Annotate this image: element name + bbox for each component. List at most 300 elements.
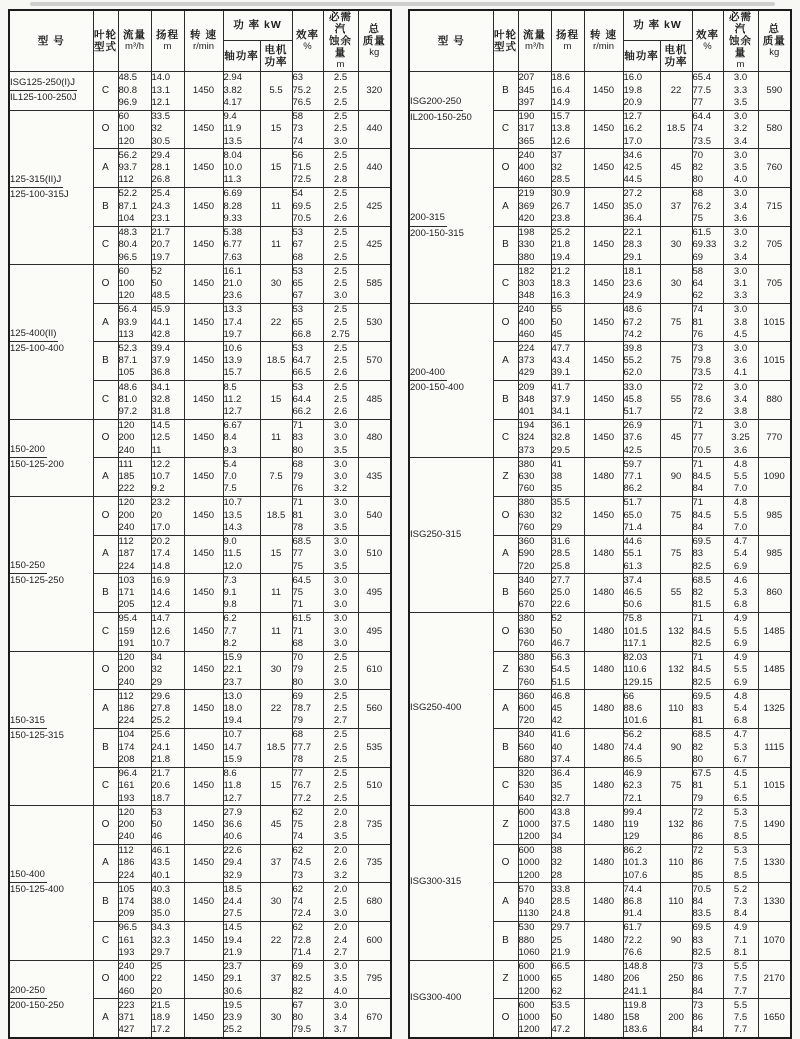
flow-cell-value: 96.9 — [118, 96, 137, 108]
model-cell — [409, 612, 493, 805]
spec-table-left — [8, 9, 392, 1039]
head-cell — [151, 381, 184, 420]
shaft-power-cell-value: 4.17 — [223, 96, 242, 108]
efficiency-cell-value: 86 — [692, 818, 704, 830]
npsh-cell — [323, 187, 358, 226]
impeller-type-cell: O — [93, 110, 118, 149]
flow-cell — [518, 960, 551, 999]
flow-cell-value: 360 — [518, 536, 535, 548]
flow-cell — [518, 72, 551, 111]
efficiency-cell-value: 80 — [692, 174, 704, 186]
efficiency-cell-value: 79.5 — [292, 1024, 311, 1036]
pump-row — [409, 149, 791, 188]
head-cell-value: 28.1 — [151, 161, 170, 173]
shaft-power-cell-value: 15.9 — [223, 651, 242, 663]
shaft-power-cell-value: 23.7 — [223, 961, 242, 973]
head-cell — [151, 72, 184, 111]
motor-power-cell: 11 — [260, 187, 292, 226]
model-name-primary: 200-315 — [410, 212, 447, 226]
shaft-power-cell-value: 55.1 — [623, 548, 642, 560]
header-label: 质量 — [362, 35, 386, 47]
speed-cell: 1480 — [584, 844, 623, 883]
mass-cell: 795 — [358, 960, 391, 999]
efficiency-cell-value: 79.8 — [692, 355, 711, 367]
head-cell-value: 27.7 — [551, 574, 570, 586]
impeller-type-cell: O — [493, 303, 518, 342]
shaft-power-cell-value: 21.0 — [223, 277, 242, 289]
flow-cell-value: 200 — [118, 432, 135, 444]
npsh-cell-value: 8.5 — [733, 831, 748, 843]
npsh-cell-value: 7.7 — [733, 985, 748, 997]
head-cell-value: 16.9 — [151, 574, 170, 586]
npsh-cell-value: 2.0 — [333, 845, 348, 857]
efficiency-cell-value: 83 — [692, 548, 704, 560]
npsh-cell-value: 2.5 — [333, 702, 348, 714]
head-cell-value: 20.6 — [151, 780, 170, 792]
npsh-cell-value: 3.0 — [333, 676, 348, 688]
npsh-cell — [323, 497, 358, 536]
model-name-primary: 125-400(II) — [10, 328, 58, 342]
head-cell-value: 52 — [551, 613, 563, 625]
header-label: m³/h — [525, 41, 544, 52]
flow-cell-value: 194 — [518, 420, 535, 432]
model-cell — [9, 960, 93, 1038]
flow-cell-value: 95.4 — [118, 613, 137, 625]
mass-cell: 770 — [758, 419, 791, 458]
shaft-power-cell — [223, 883, 260, 922]
mass-cell: 670 — [358, 999, 391, 1038]
motor-power-cell: 90 — [660, 458, 692, 497]
flow-cell-value: 224 — [118, 715, 135, 727]
header-label: % — [703, 41, 712, 52]
efficiency-cell — [692, 419, 723, 458]
speed-cell: 1450 — [184, 574, 223, 613]
flow-cell-value: 1000 — [518, 973, 540, 985]
npsh-cell-value: 3.25 — [731, 432, 750, 444]
head-cell — [551, 806, 584, 845]
head-cell-value: 45.9 — [151, 304, 170, 316]
mass-cell: 560 — [358, 690, 391, 729]
motor-power-cell: 22 — [260, 303, 292, 342]
npsh-cell-value: 4.8 — [733, 497, 748, 509]
shaft-power-cell-value: 12.0 — [223, 560, 242, 572]
shaft-power-cell-value: 74.4 — [623, 883, 642, 895]
efficiency-cell-value: 73.5 — [692, 135, 711, 147]
header-label: % — [303, 41, 312, 52]
npsh-cell-value: 6.9 — [733, 637, 748, 649]
efficiency-cell-value: 71 — [292, 599, 304, 611]
header-label: 蚀余量 — [729, 35, 752, 59]
speed-cell: 1480 — [584, 728, 623, 767]
efficiency-cell-value: 68.5 — [692, 574, 711, 586]
flow-cell-value: 48.3 — [118, 226, 137, 238]
shaft-power-cell-value: 26.9 — [623, 420, 642, 432]
npsh-cell-value: 7.0 — [733, 483, 748, 495]
efficiency-cell-value: 66.8 — [292, 328, 311, 340]
flow-cell — [518, 883, 551, 922]
flow-cell-value: 120 — [118, 135, 135, 147]
impeller-type-cell: O — [93, 960, 118, 999]
npsh-cell-value: 8.1 — [733, 947, 748, 959]
speed-cell: 1480 — [584, 806, 623, 845]
efficiency-cell-value: 72 — [692, 406, 704, 418]
efficiency-cell — [292, 342, 323, 381]
efficiency-cell-value: 56 — [292, 149, 304, 161]
motor-power-cell: 30 — [660, 226, 692, 265]
flow-cell-value: 360 — [518, 690, 535, 702]
flow-cell-value: 427 — [118, 1024, 135, 1036]
efficiency-cell-value: 65 — [292, 316, 304, 328]
impeller-type-cell: A — [493, 342, 518, 381]
efficiency-cell — [692, 651, 723, 690]
speed-cell: 1480 — [584, 999, 623, 1038]
speed-cell: 1450 — [184, 612, 223, 651]
head-cell — [151, 690, 184, 729]
col-shaft-power — [223, 40, 260, 71]
model-name-primary: 150-250 — [10, 560, 47, 574]
head-cell-value: 39.4 — [151, 342, 170, 354]
efficiency-cell-value: 70 — [292, 651, 304, 663]
mass-cell: 435 — [358, 458, 391, 497]
npsh-cell — [323, 612, 358, 651]
flow-cell — [518, 690, 551, 729]
efficiency-cell — [292, 265, 323, 304]
flow-cell-value: 397 — [518, 96, 535, 108]
flow-cell — [518, 535, 551, 574]
npsh-cell — [723, 767, 758, 806]
motor-power-cell: 30 — [260, 265, 292, 304]
npsh-cell — [723, 381, 758, 420]
flow-cell-value: 174 — [118, 741, 135, 753]
shaft-power-cell-value: 15.9 — [223, 753, 242, 765]
efficiency-cell-value: 65.4 — [692, 72, 711, 84]
col-npsh — [323, 10, 358, 72]
impeller-type-cell: A — [93, 535, 118, 574]
flow-cell-value: 630 — [518, 471, 535, 483]
head-cell-value: 39.1 — [551, 367, 570, 379]
npsh-cell-value: 3.0 — [333, 908, 348, 920]
shaft-power-cell-value: 17.4 — [223, 316, 242, 328]
shaft-power-cell — [623, 728, 660, 767]
shaft-power-cell-value: 61.7 — [623, 922, 642, 934]
head-cell-value: 25.2 — [551, 226, 570, 238]
shaft-power-cell-value: 20.9 — [623, 96, 642, 108]
efficiency-cell-value: 69 — [692, 251, 704, 263]
impeller-type-cell: O — [93, 419, 118, 458]
col-head — [151, 10, 184, 72]
model-name-primary: ISG125-250(I)J — [10, 77, 77, 91]
flow-cell-value: 940 — [518, 896, 535, 908]
npsh-cell-value: 4.7 — [733, 729, 748, 741]
head-cell — [551, 497, 584, 536]
npsh-cell — [323, 535, 358, 574]
shaft-power-cell-value: 50.6 — [623, 599, 642, 611]
head-cell-value: 35 — [551, 483, 563, 495]
head-cell-value: 32 — [551, 509, 563, 521]
speed-cell: 1450 — [584, 303, 623, 342]
npsh-cell-value: 3.0 — [333, 574, 348, 586]
mass-cell: 510 — [358, 535, 391, 574]
flow-cell-value: 400 — [518, 316, 535, 328]
flow-cell-value: 200 — [118, 509, 135, 521]
efficiency-cell-value: 74.5 — [292, 857, 311, 869]
flow-cell-value: 373 — [518, 355, 535, 367]
efficiency-cell-value: 58 — [292, 111, 304, 123]
header-label: 叶轮 — [494, 29, 517, 41]
flow-cell-value: 80.8 — [118, 84, 137, 96]
head-cell-value: 17.4 — [151, 548, 170, 560]
npsh-cell-value: 3.5 — [333, 973, 348, 985]
efficiency-cell-value: 74 — [292, 896, 304, 908]
head-cell — [551, 187, 584, 226]
efficiency-cell-value: 69.33 — [692, 239, 717, 251]
table-header — [409, 10, 791, 72]
flow-cell-value: 570 — [518, 883, 535, 895]
head-cell-value: 50 — [551, 1011, 563, 1023]
efficiency-cell — [692, 187, 723, 226]
efficiency-cell-value: 75 — [292, 587, 304, 598]
shaft-power-cell — [623, 960, 660, 999]
npsh-cell-value: 2.5 — [333, 651, 348, 663]
npsh-cell-value: 2.5 — [333, 84, 348, 96]
flow-cell-value: 105 — [118, 367, 135, 379]
npsh-cell-value: 3.2 — [733, 123, 748, 135]
efficiency-cell-value: 71 — [692, 458, 704, 470]
shaft-power-cell — [223, 110, 260, 149]
pump-row — [9, 419, 391, 458]
shaft-power-cell-value: 88.6 — [623, 702, 642, 714]
npsh-cell — [723, 728, 758, 767]
efficiency-cell — [692, 110, 723, 149]
shaft-power-cell-value: 35.0 — [623, 200, 642, 212]
efficiency-cell — [292, 690, 323, 729]
npsh-cell-value: 2.75 — [331, 328, 350, 340]
head-cell-value: 62 — [551, 985, 563, 997]
speed-cell: 1450 — [184, 535, 223, 574]
impeller-type-cell: C — [93, 612, 118, 651]
head-cell-value: 20.2 — [151, 536, 170, 548]
efficiency-cell-value: 83 — [692, 702, 704, 714]
efficiency-cell-value: 80 — [292, 676, 304, 688]
model-name-secondary: 150-125-250 — [10, 575, 64, 587]
head-cell-value: 24.8 — [551, 908, 570, 920]
mass-cell: 440 — [358, 149, 391, 188]
efficiency-cell-value: 77 — [292, 767, 304, 779]
head-cell-value: 25 — [551, 934, 563, 946]
npsh-cell-value: 3.8 — [733, 316, 748, 328]
head-cell — [551, 149, 584, 188]
motor-power-cell: 45 — [660, 149, 692, 188]
head-cell-value: 12.6 — [151, 625, 170, 637]
efficiency-cell-value: 72.5 — [292, 174, 311, 186]
flow-cell-value: 600 — [518, 999, 535, 1011]
shaft-power-cell-value: 13.9 — [223, 355, 242, 367]
efficiency-cell-value: 78.7 — [292, 702, 311, 714]
npsh-cell-value: 2.0 — [333, 806, 348, 818]
efficiency-cell-value: 74 — [292, 831, 304, 843]
head-cell-value: 15.7 — [551, 111, 570, 123]
efficiency-cell-value: 80 — [692, 753, 704, 765]
npsh-cell — [323, 419, 358, 458]
shaft-power-cell-value: 99.4 — [623, 806, 642, 818]
impeller-type-cell: C — [93, 767, 118, 806]
npsh-cell-value: 4.9 — [733, 613, 748, 625]
header-label: 轴功率 — [224, 49, 259, 62]
flow-cell — [118, 612, 151, 651]
npsh-cell — [323, 381, 358, 420]
motor-power-cell: 11 — [260, 419, 292, 458]
shaft-power-cell-value: 10.7 — [223, 729, 242, 741]
flow-cell-value: 240 — [118, 831, 135, 843]
shaft-power-cell-value: 10.7 — [223, 497, 242, 509]
header-label: m — [736, 59, 745, 70]
model-name-secondary: 125-100-400 — [10, 343, 64, 355]
efficiency-cell-value: 62 — [292, 806, 304, 818]
efficiency-cell-value: 71.4 — [292, 947, 311, 959]
flow-cell-value: 60 — [118, 111, 130, 123]
head-cell-value: 17.0 — [151, 522, 170, 534]
flow-cell-value: 224 — [518, 342, 535, 354]
speed-cell: 1450 — [584, 381, 623, 420]
head-cell-value: 35.5 — [551, 497, 570, 509]
header-label: 功 率 kW — [633, 19, 682, 32]
npsh-cell-value: 2.5 — [333, 304, 348, 316]
model-name-primary: 125-315(II)J — [10, 174, 63, 188]
npsh-cell-value: 3.0 — [733, 188, 748, 200]
pump-row — [409, 303, 791, 342]
efficiency-cell-value: 76 — [292, 483, 304, 495]
speed-cell: 1480 — [584, 690, 623, 729]
npsh-cell-value: 2.0 — [333, 883, 348, 895]
flow-cell-value: 120 — [118, 651, 135, 663]
header-label: 总 — [768, 23, 780, 35]
pump-row — [409, 458, 791, 497]
head-cell — [551, 72, 584, 111]
shaft-power-cell-value: 9.0 — [223, 536, 237, 548]
npsh-cell — [723, 458, 758, 497]
head-cell-value: 28 — [551, 869, 563, 881]
head-cell-value: 53 — [151, 806, 163, 818]
head-cell — [551, 612, 584, 651]
flow-cell-value: 171 — [118, 587, 135, 598]
efficiency-cell — [692, 922, 723, 961]
npsh-cell — [723, 574, 758, 613]
head-cell-value: 37 — [551, 149, 563, 161]
efficiency-cell-value: 69.5 — [692, 536, 711, 548]
shaft-power-cell-value: 9.3 — [223, 444, 237, 456]
efficiency-cell — [292, 651, 323, 690]
mass-cell: 680 — [358, 883, 391, 922]
shaft-power-cell-value: 48.6 — [623, 304, 642, 316]
speed-cell: 1480 — [584, 960, 623, 999]
shaft-power-cell — [223, 612, 260, 651]
npsh-cell-value: 2.5 — [333, 393, 348, 405]
head-cell-value: 33.5 — [151, 111, 170, 123]
head-cell — [151, 149, 184, 188]
impeller-type-cell: Z — [493, 960, 518, 999]
shaft-power-cell-value: 74.2 — [623, 328, 642, 340]
efficiency-cell-value: 69.5 — [692, 690, 711, 702]
efficiency-cell-value: 66.5 — [292, 367, 311, 379]
head-cell — [551, 535, 584, 574]
flow-cell-value: 56.2 — [118, 149, 137, 161]
shaft-power-cell-value: 23.6 — [623, 277, 642, 289]
header-label: m — [336, 59, 345, 70]
shaft-power-cell-value: 39.8 — [623, 342, 642, 354]
col-power-group — [623, 10, 692, 40]
shaft-power-cell — [223, 381, 260, 420]
head-cell — [551, 690, 584, 729]
head-cell — [551, 960, 584, 999]
motor-power-cell: 90 — [660, 728, 692, 767]
npsh-cell — [323, 72, 358, 111]
head-cell-value: 52 — [151, 265, 163, 277]
npsh-cell — [723, 535, 758, 574]
shaft-power-cell-value: 12.7 — [623, 111, 642, 123]
head-cell-value: 42 — [551, 715, 563, 727]
efficiency-cell-value: 82.5 — [292, 973, 311, 985]
flow-cell — [518, 149, 551, 188]
head-cell-value: 27.8 — [151, 702, 170, 714]
efficiency-cell-value: 82 — [292, 985, 304, 997]
shaft-power-cell-value: 29.1 — [623, 251, 642, 263]
npsh-cell — [323, 690, 358, 729]
head-cell-value: 37.9 — [551, 393, 570, 405]
flow-cell — [118, 960, 151, 999]
flow-cell-value: 760 — [518, 483, 535, 495]
head-cell — [151, 844, 184, 883]
mass-cell: 540 — [358, 497, 391, 536]
head-cell-value: 50 — [151, 277, 163, 289]
flow-cell-value: 348 — [518, 393, 535, 405]
efficiency-cell — [292, 381, 323, 420]
efficiency-cell-value: 54 — [292, 188, 304, 200]
npsh-cell-value: 5.4 — [733, 702, 748, 714]
npsh-cell-value: 5.5 — [733, 664, 748, 676]
efficiency-cell-value: 78 — [292, 522, 304, 534]
efficiency-cell-value: 64.5 — [292, 574, 311, 586]
head-cell-value: 28.5 — [551, 896, 570, 908]
mass-cell: 530 — [358, 303, 391, 342]
efficiency-cell-value: 86 — [692, 1011, 704, 1023]
head-cell-value: 37.4 — [551, 753, 570, 765]
head-cell-value: 12.6 — [551, 135, 570, 147]
shaft-power-cell-value: 23.7 — [223, 676, 242, 688]
flow-cell-value: 369 — [518, 200, 535, 212]
shaft-power-cell-value: 10.6 — [223, 342, 242, 354]
header-label: 转 速 — [590, 29, 617, 41]
impeller-type-cell: C — [493, 110, 518, 149]
flow-cell-value: 104 — [118, 729, 135, 741]
head-cell-value: 10.7 — [151, 637, 170, 649]
npsh-cell-value: 3.0 — [733, 381, 748, 393]
flow-cell-value: 240 — [518, 304, 535, 316]
efficiency-cell-value: 76.7 — [292, 780, 311, 792]
head-cell — [151, 612, 184, 651]
efficiency-cell-value: 79 — [292, 664, 304, 676]
npsh-cell-value: 3.0 — [333, 135, 348, 147]
motor-power-cell: 15 — [260, 110, 292, 149]
head-cell-value: 41 — [551, 458, 563, 470]
flow-cell — [518, 728, 551, 767]
shaft-power-cell-value: 11.9 — [223, 123, 242, 135]
head-cell-value: 24.1 — [151, 741, 170, 753]
npsh-cell-value: 2.5 — [333, 265, 348, 277]
speed-cell: 1450 — [184, 381, 223, 420]
pump-row — [9, 960, 391, 999]
efficiency-cell-value: 74 — [692, 123, 704, 135]
model-cell — [9, 806, 93, 961]
